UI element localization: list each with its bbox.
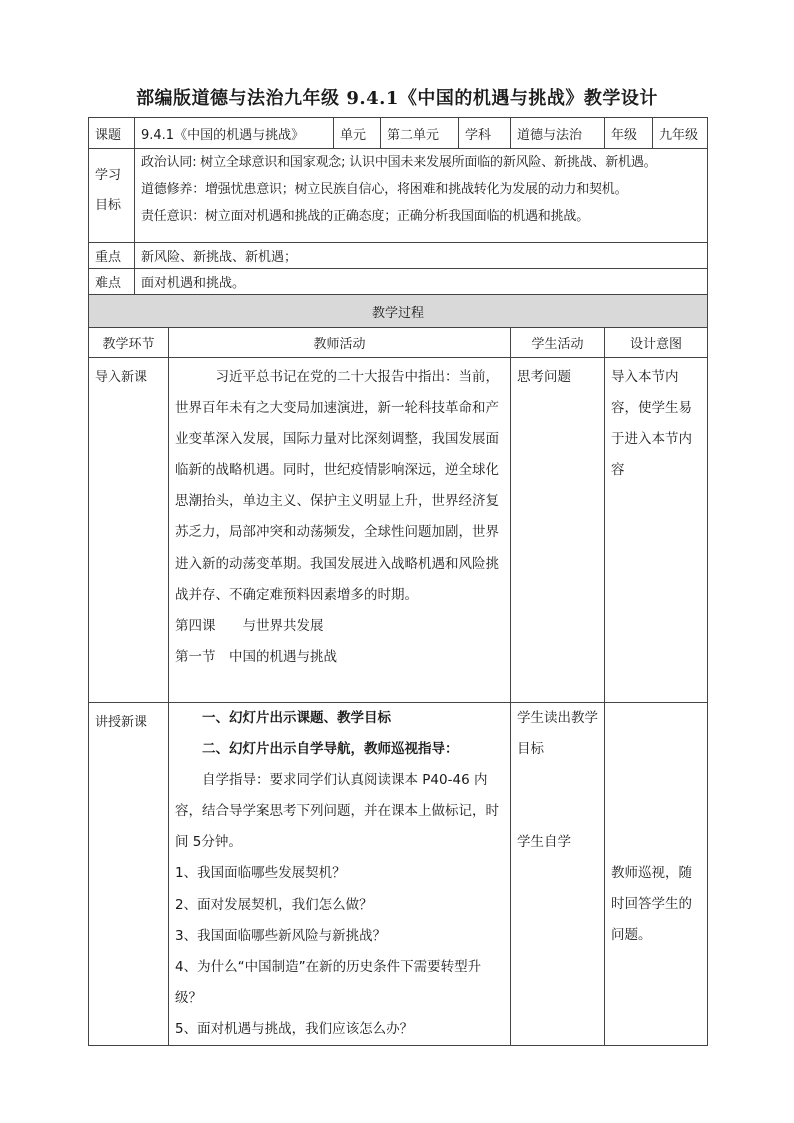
objective-responsibility: 责任意识：树立面对机遇和挑战的正确态度；正确分析我国面临的机遇和挑战。: [141, 209, 590, 224]
teach-question-5: 5、面对机遇与挑战，我们应该怎么办？: [175, 1020, 414, 1037]
subject-value: 道德与法治: [511, 118, 605, 149]
spacer: [517, 765, 598, 827]
objective-moral: 道德修养：增强忧患意识；树立民族自信心，将困难和挑战转化为发展的动力和契机。: [141, 182, 628, 197]
course-label: 课题: [89, 118, 135, 149]
grade-value: 九年级: [653, 118, 708, 149]
spacer: [611, 703, 701, 858]
intro-design-intent: 导入本节内容，使学生易于进入本节内容: [605, 358, 708, 703]
intro-section: 第一节 中国的机遇与挑战: [175, 648, 337, 665]
intro-stage: 导入新课: [89, 358, 169, 703]
process-heading: 教学过程: [89, 295, 708, 328]
difficulty-row: [89, 269, 708, 295]
objectives-label-line2: 目标: [95, 198, 122, 213]
key-point-row: [89, 243, 708, 269]
intro-paragraph: 习近平总书记在党的二十大报告中指出：当前，世界百年未有之大变局加速演进，新一轮科技革命和产业变革深入发展，国际力量对比深刻调整，我国发展面临新的战略机遇。同时，世纪疫情影响深远，逆全球化思潮抬头，单边主义、保护主义明显上升，世界经济复苏乏力，局部冲突和动荡频发，全球性问题加剧，世界进入新的动荡变革期。我国发展进入战略机遇和风险挑战并存、不确定难预料因素增多的时期。: [175, 369, 499, 603]
col-stage-header: 教学环节: [89, 328, 169, 358]
teach-question-3: 3、我国面临哪些新风险与新挑战？: [175, 927, 387, 944]
unit-value: 第二单元: [381, 118, 459, 149]
teach-row: [89, 703, 708, 1046]
intro-row: [89, 358, 708, 703]
intro-teacher-activity: [169, 358, 511, 703]
grade-label: 年级: [605, 118, 653, 149]
col-teacher-header: 教师活动: [169, 328, 511, 358]
teach-design-intent: [605, 703, 708, 1046]
course-value: 9.4.1《中国的机遇与挑战》: [135, 118, 334, 149]
process-header-row: [89, 328, 708, 358]
teach-student-2: 学生自学: [517, 834, 572, 851]
teach-guide: 自学指导：要求同学们认真阅读课本 P40-46 内容，结合导学案思考下列问题，并在课本上做标记，时间 5分钟。: [175, 772, 499, 851]
difficulty-label: 难点: [89, 269, 135, 295]
document-title: 部编版道德与法治九年级 9.4.1《中国的机遇与挑战》教学设计: [136, 88, 658, 109]
intro-student-activity: 思考问题: [511, 358, 605, 703]
teach-step2: 二、幻灯片出示自学导航，教师巡视指导：: [202, 741, 459, 758]
col-design-header: 设计意图: [605, 328, 708, 358]
teach-question-4: 4、为什么“中国制造”在新的历史条件下需要转型升级？: [175, 958, 482, 1006]
teach-question-1: 1、我国面临哪些发展契机？: [175, 865, 346, 882]
teach-design-2: 教师巡视，随时回答学生的问题。: [611, 865, 693, 944]
teach-question-2: 2、面对发展契机，我们怎么做？: [175, 896, 373, 913]
lesson-plan-table: [88, 117, 708, 1046]
teach-step1: 一、幻灯片出示课题、教学目标: [202, 710, 391, 726]
process-heading-row: [89, 295, 708, 328]
key-point-label: 重点: [89, 243, 135, 269]
teach-teacher-activity: [169, 703, 511, 1046]
teach-student-1: 学生读出教学目标: [517, 710, 599, 758]
info-row: [89, 118, 708, 149]
objectives-label: [89, 149, 135, 243]
col-student-header: 学生活动: [511, 328, 605, 358]
objective-political: 政治认同: 树立全球意识和国家观念; 认识中国未来发展所面临的新风险、新挑战、新机遇。: [141, 155, 657, 170]
objectives-row: [89, 149, 708, 243]
subject-label: 学科: [459, 118, 511, 149]
objectives-label-line1: 学习: [95, 168, 122, 183]
teach-stage: 讲授新课: [89, 703, 169, 1046]
objectives-content: [135, 149, 708, 243]
key-point-value: 新风险、新挑战、新机遇；: [135, 243, 708, 269]
teach-student-activity: [511, 703, 605, 1046]
intro-lesson: 第四课 与世界共发展: [175, 617, 324, 634]
unit-label: 单元: [334, 118, 381, 149]
difficulty-value: 面对机遇和挑战。: [135, 269, 708, 295]
